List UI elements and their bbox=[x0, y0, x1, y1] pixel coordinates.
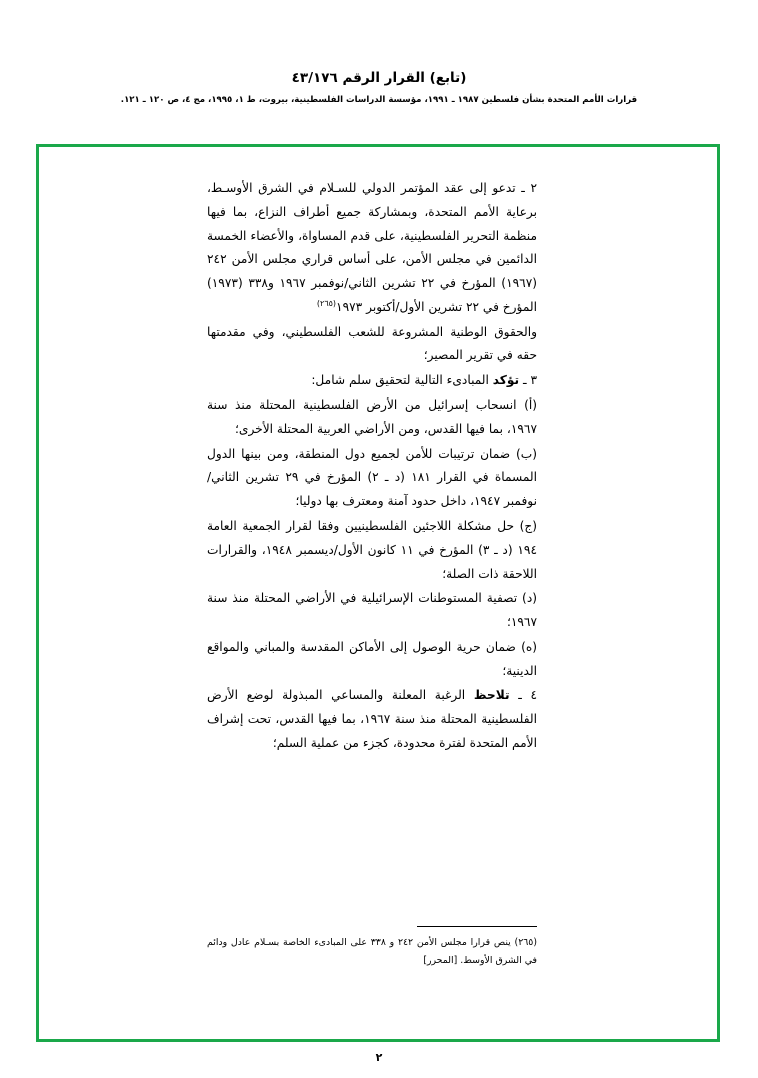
paragraph-2: ٢ ـ تدعو إلى عقد المؤتمر الدولي للسـلام في الشرق الأوسـط، برعاية الأمم المتحدة، وبمشاركة جميع أطراف النزاع، بما فيها منظمة التحرير الفلسطينية، على قدم المساواة، والأعضاء الخمسة الدائمين في مجلس الأمن، على أساس قراري مجلس الأمن ٢٤٢ (١٩٦٧) المؤرخ في ٢٢ تشرين الثاني/نوفمبر ١٩٦٧ و٣٣٨ (١٩٧٣) المؤرخ في ٢٢ تشرين الأول/أكتوبر ١٩٧٣$^{(٢٦٥)}$ bbox=[207, 181, 538, 314]
paragraph-3-c: (ج) حل مشكلة اللاجئين الفلسطينيين وفقا لقرار الجمعية العامة ١٩٤ (د ـ ٣) المؤرخ في ١١ كانون الأول/ديسمبر ١٩٤٨، والقرارات اللاحقة ذات الصلة؛ bbox=[207, 518, 537, 581]
emphasis-verb: تؤكد bbox=[492, 373, 520, 388]
paragraph-3-e: (ه) ضمان حرية الوصول إلى الأماكن المقدسة والمباني والمواقع الدينية؛ bbox=[207, 639, 537, 678]
page-title: (تابع) القرار الرقم ٤٣/١٧٦ bbox=[291, 70, 467, 86]
paragraph-4: ٤ ـ تلاحظ الرغبة المعلنة والمساعي المبذولة لوضع الأرض الفلسطينية المحتلة منذ سنة ١٩٦٧، بما فيها القدس، تحت إشراف الأمم المتحدة لفترة محدودة، كجزء من عملية السلم؛ bbox=[207, 688, 537, 750]
footnote-block bbox=[207, 926, 537, 969]
paragraph-3-d: (د) تصفية المستوطنات الإسرائيلية في الأراضي المحتلة منذ سنة ١٩٦٧؛ bbox=[207, 591, 537, 630]
paragraph-3-b: (ب) ضمان ترتيبات للأمن لجميع دول المنطقة، ومن بينها الدول المسماة في القرار ١٨١ (د ـ ٢) المؤرخ في ٢٩ تشرين الثاني/نوفمبر ١٩٤٧، داخل حدود آمنة ومعترف بها دوليا؛ bbox=[207, 446, 538, 509]
source-citation: قرارات الأمم المتحدة بشأن فلسطين ١٩٨٧ ـ ١٩٩١، مؤسسة الدراسات الفلسطينية، بيروت، ط ١، ١٩٩٥، مج ٤، ص ١٢٠ ـ ١٢١. bbox=[120, 95, 638, 105]
emphasis-verb: تلاحظ bbox=[473, 688, 510, 703]
document-header bbox=[0, 70, 758, 105]
footnote-divider bbox=[417, 926, 537, 927]
paragraph-3-a: (أ) انسحاب إسرائيل من الأرض الفلسطينية المحتلة منذ سنة ١٩٦٧، بما فيها القدس، ومن الأراضي العربية المحتلة الأخرى؛ bbox=[207, 398, 537, 436]
paragraph-3: ٣ ـ تؤكد المبادىء التالية لتحقيق سلم شامل: bbox=[311, 373, 537, 388]
content-frame bbox=[36, 144, 720, 1042]
paragraph-2-cont: والحقوق الوطنية المشروعة للشعب الفلسطيني، وفي مقدمتها حقه في تقرير المصير؛ bbox=[207, 324, 537, 363]
document-body bbox=[207, 177, 537, 757]
footnote-marker: (٢٦٥) bbox=[316, 298, 337, 308]
page-number: ٢ bbox=[375, 1051, 383, 1064]
footnote-text: (٢٦٥) ينص قرارا مجلس الأمن ٢٤٢ و ٣٣٨ على المبادىء الخاصة بسـلام عادل ودائم في الشرق الأوسط. [المحرر] bbox=[207, 937, 537, 966]
